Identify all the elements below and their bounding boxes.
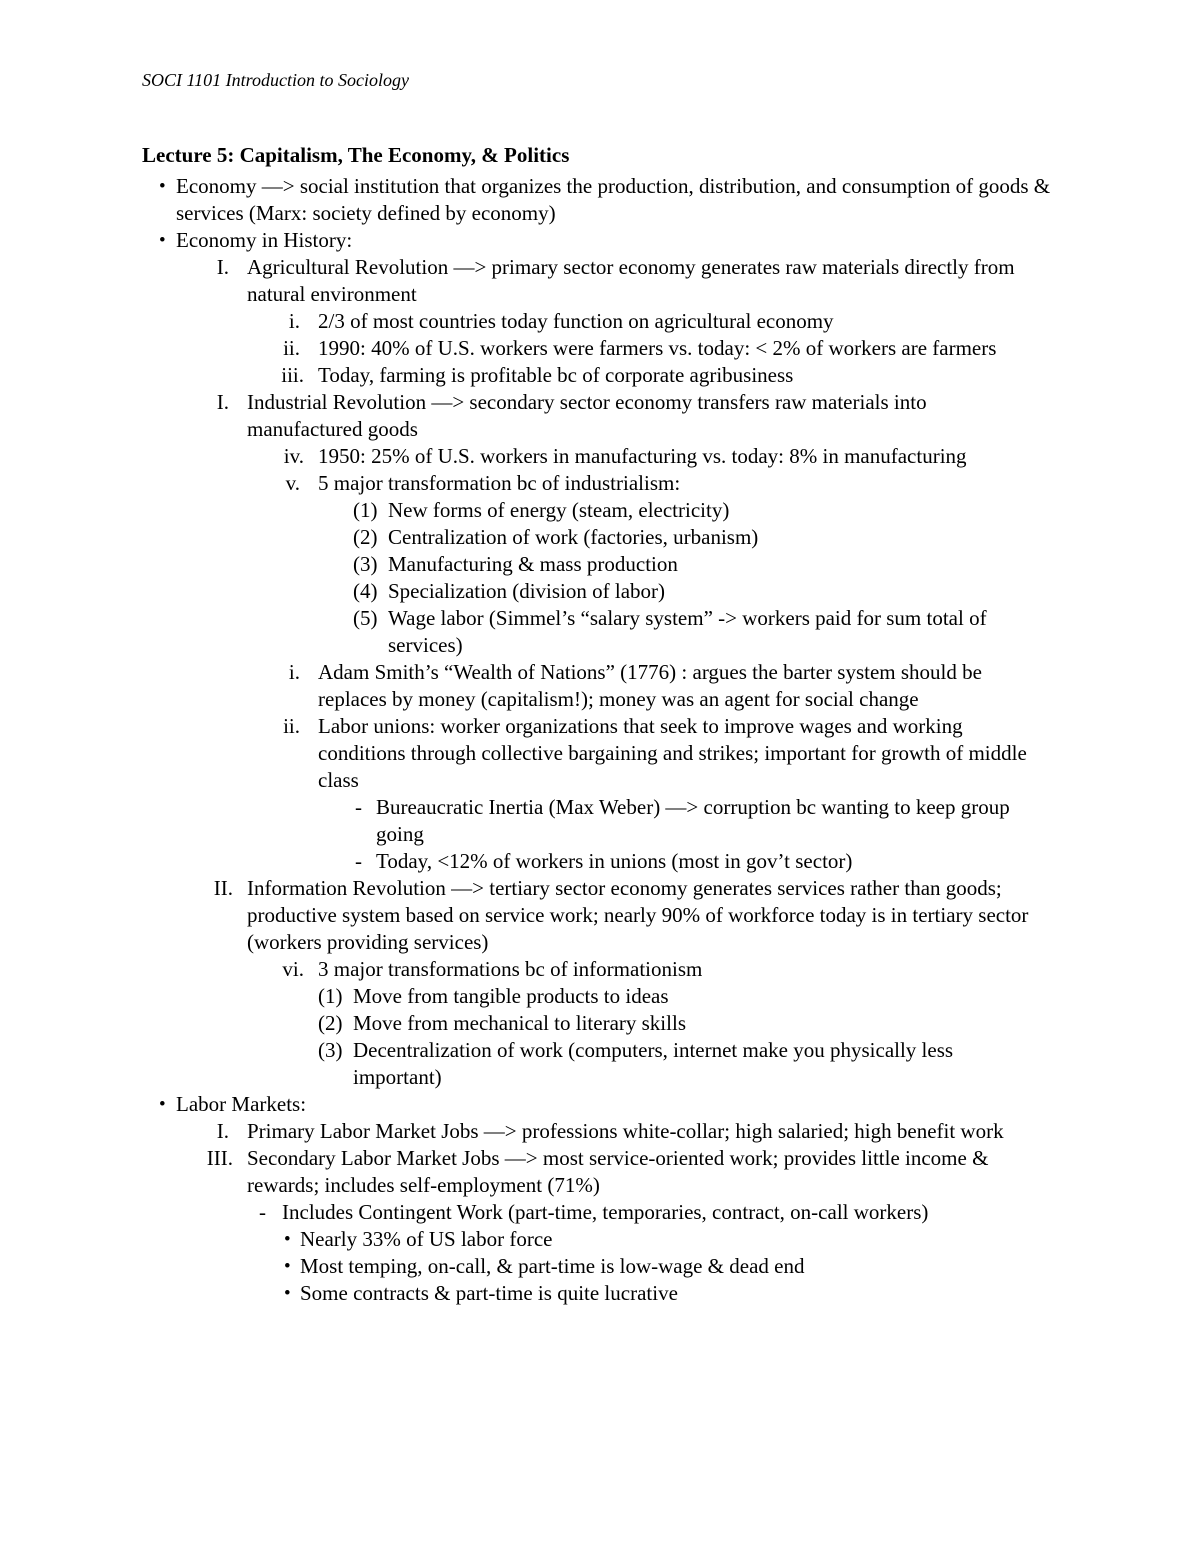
outline-text: Includes Contingent Work (part-time, temporaries, contract, on-call workers) — [282, 1200, 929, 1224]
outline-item — [0, 1010, 1062, 1037]
outline-item — [0, 335, 1018, 362]
outline-text: 3 major transformations bc of informationism — [318, 957, 703, 981]
dash-marker: - — [355, 849, 362, 873]
outline-text: Today, farming is profitable bc of corporate agribusiness — [318, 363, 794, 387]
outline-item — [0, 443, 1078, 470]
outline-text: Economy —> social institution that organizes the production, distribution, and consumption of goods & services (Marx: society defined by economy) — [176, 174, 1051, 225]
outline-item — [0, 794, 1036, 848]
outline-text: Manufacturing & mass production — [388, 552, 678, 576]
outline-text: Labor Markets: — [176, 1092, 307, 1116]
outline-item — [0, 470, 1062, 497]
dash-marker: - — [259, 1200, 266, 1224]
outline-text: 2/3 of most countries today function on agricultural economy — [318, 309, 834, 333]
outline-text: 1950: 25% of U.S. workers in manufacturing vs. today: 8% in manufacturing — [318, 444, 967, 468]
outline-item — [0, 1253, 1060, 1280]
number-marker: (1) — [318, 984, 343, 1008]
bullet-marker: • — [159, 176, 166, 197]
bullet-marker: • — [284, 1229, 291, 1250]
bullet-marker: • — [284, 1256, 291, 1277]
outline-item — [0, 848, 1062, 875]
outline-text: Move from tangible products to ideas — [353, 984, 669, 1008]
outline-text: Economy in History: — [176, 228, 353, 252]
sub-roman-marker: ii. — [283, 336, 300, 360]
sub-roman-marker: iii. — [281, 363, 304, 387]
outline-item — [0, 173, 1056, 227]
outline-item — [0, 713, 1048, 794]
roman-marker: I. — [216, 255, 229, 279]
outline-text: 5 major transformation bc of industrialism: — [318, 471, 681, 495]
number-marker: (3) — [318, 1038, 343, 1062]
outline-text: Decentralization of work (computers, internet make you physically less important) — [353, 1038, 954, 1089]
outline-item — [0, 1280, 1060, 1307]
outline-item — [0, 983, 1062, 1010]
outline-text: Agricultural Revolution —> primary sector economy generates raw materials directly from natural environment — [247, 255, 1015, 306]
outline-item — [0, 605, 1048, 659]
lecture-title: Lecture 5: Capitalism, The Economy, & Politics — [142, 143, 570, 167]
outline-item — [0, 1226, 1060, 1253]
sub-roman-marker: ii. — [283, 714, 300, 738]
outline-text: 1990: 40% of U.S. workers were farmers vs. today: < 2% of workers are farmers — [318, 336, 997, 360]
outline-item — [0, 1091, 1056, 1118]
outline-text: New forms of energy (steam, electricity) — [388, 498, 730, 522]
outline-item — [0, 497, 1062, 524]
outline-item — [0, 551, 1062, 578]
outline-text: Wage labor (Simmel’s “salary system” -> workers paid for sum total of services) — [388, 606, 987, 657]
outline-item — [0, 254, 1062, 308]
outline-item — [0, 308, 1062, 335]
outline-item — [0, 1037, 1043, 1091]
outline-text: Secondary Labor Market Jobs —> most service-oriented work; provides little income & rewards; includes self-employment (71%) — [247, 1146, 989, 1197]
roman-marker: II. — [213, 876, 233, 900]
notes-body — [0, 173, 1200, 1307]
outline-item — [0, 875, 1062, 956]
outline-text: Some contracts & part-time is quite lucrative — [300, 1281, 678, 1305]
outline-text: Most temping, on-call, & part-time is low-wage & dead end — [300, 1254, 805, 1278]
outline-item — [0, 1118, 1062, 1145]
number-marker: (3) — [353, 552, 378, 576]
outline-text: Information Revolution —> tertiary sector economy generates services rather than goods; productive system based on service work; nearly 90% of workforce today is in tertiary sector (workers providing services) — [247, 876, 1029, 954]
number-marker: (5) — [353, 606, 378, 630]
sub-roman-marker: i. — [288, 309, 300, 333]
outline-item — [0, 1145, 1062, 1199]
sub-roman-marker: v. — [285, 471, 300, 495]
roman-marker: III. — [206, 1146, 233, 1170]
bullet-marker: • — [284, 1283, 291, 1304]
sub-roman-marker: iv. — [283, 444, 304, 468]
outline-item — [0, 227, 1056, 254]
outline-item — [0, 956, 1062, 983]
outline-text: Today, <12% of workers in unions (most in gov’t sector) — [376, 849, 853, 873]
number-marker: (2) — [318, 1011, 343, 1035]
outline-text: Industrial Revolution —> secondary sector economy transfers raw materials into manufactured goods — [247, 390, 927, 441]
outline-text: Primary Labor Market Jobs —> professions white-collar; high salaried; high benefit work — [247, 1119, 1004, 1143]
bullet-marker: • — [159, 1094, 166, 1115]
outline-text: Move from mechanical to literary skills — [353, 1011, 686, 1035]
outline-item — [0, 1199, 1062, 1226]
outline-text: Adam Smith’s “Wealth of Nations” (1776) : argues the barter system should be replaces by money (capitalism!); money was an agent for social change — [318, 660, 982, 711]
number-marker: (2) — [353, 525, 378, 549]
outline-item — [0, 389, 1032, 443]
outline-text: Centralization of work (factories, urbanism) — [388, 525, 759, 549]
roman-marker: I. — [216, 390, 229, 414]
outline-item — [0, 578, 1062, 605]
outline-text: Bureaucratic Inertia (Max Weber) —> corruption bc wanting to keep group going — [376, 795, 1010, 846]
outline-item — [0, 524, 1062, 551]
course-header: SOCI 1101 Introduction to Sociology — [142, 70, 409, 90]
outline-text: Labor unions: worker organizations that seek to improve wages and working conditions through collective bargaining and strikes; important for growth of middle class — [318, 714, 1027, 792]
roman-marker: I. — [216, 1119, 229, 1143]
bullet-marker: • — [159, 230, 166, 251]
outline-text: Nearly 33% of US labor force — [300, 1227, 553, 1251]
sub-roman-marker: vi. — [282, 957, 304, 981]
outline-text: Specialization (division of labor) — [388, 579, 666, 603]
outline-item — [0, 659, 1038, 713]
number-marker: (1) — [353, 498, 378, 522]
number-marker: (4) — [353, 579, 378, 603]
dash-marker: - — [355, 795, 362, 819]
outline-item — [0, 362, 1062, 389]
sub-roman-marker: i. — [288, 660, 300, 684]
